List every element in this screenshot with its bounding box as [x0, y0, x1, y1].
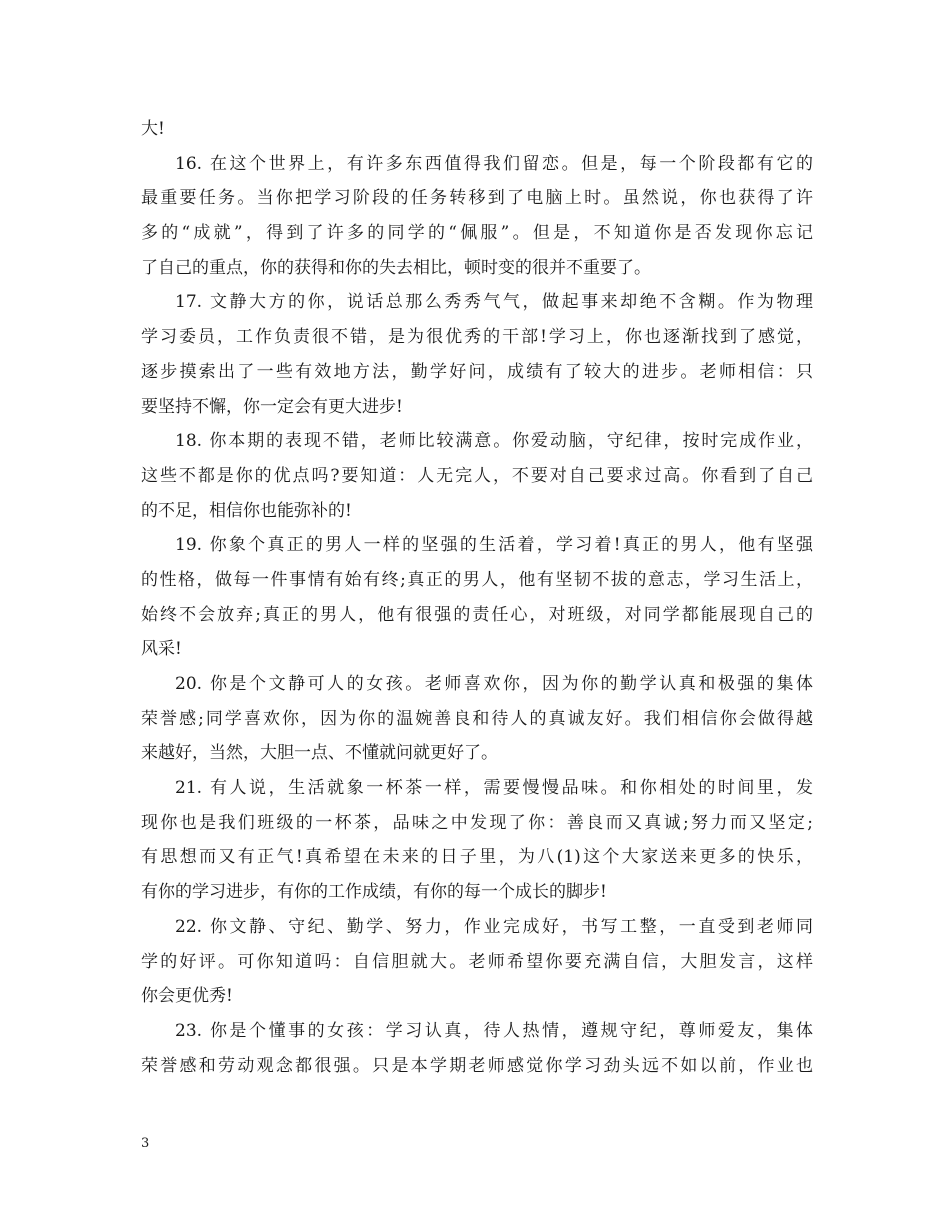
paragraph-line: 这些不都是你的优点吗?要知道：人无完人，不要对自己要求过高。你看到了自己 [141, 465, 813, 486]
page-number: 3 [141, 1136, 150, 1151]
paragraph-line: 有你的学习进步，有你的工作成绩，有你的每一个成长的脚步! [141, 882, 607, 903]
paragraph-line: 来越好，当然，大胆一点、不懂就问就更好了。 [141, 743, 498, 764]
paragraph-line: 20. 你是个文静可人的女孩。老师喜欢你，因为你的勤学认真和极强的集体 [175, 674, 813, 694]
paragraph-line: 要坚持不懈，你一定会有更大进步! [141, 396, 403, 417]
paragraph-line: 的性格，做每一件事情有始有终;真正的男人，他有坚韧不拔的意志，学习生活上， [141, 569, 813, 590]
paragraph-line: 学的好评。可你知道吗：自信胆就大。老师希望你要充满自信，大胆发言，这样 [141, 951, 813, 972]
paragraph-line: 最重要任务。当你把学习阶段的任务转移到了电脑上时。虽然说，你也获得了许 [141, 188, 813, 209]
paragraph-line: 21. 有人说，生活就象一杯茶一样，需要慢慢品味。和你相处的时间里，发 [175, 778, 813, 799]
paragraph-line: 18. 你本期的表现不错，老师比较满意。你爱动脑，守纪律，按时完成作业， [175, 431, 813, 452]
paragraph-line: 了自己的重点，你的获得和你的失去相比，顿时变的很并不重要了。 [141, 257, 651, 278]
paragraph-line: 荣誉感和劳动观念都很强。只是本学期老师感觉你学习劲头远不如以前，作业也 [141, 1055, 813, 1076]
paragraph-line: 17. 文静大方的你，说话总那么秀秀气气，做起事来却绝不含糊。作为物理 [175, 292, 813, 313]
paragraph-line: 大! [141, 119, 165, 139]
paragraph-line: 的不足，相信你也能弥补的! [141, 500, 352, 521]
document-body [141, 112, 813, 1083]
paragraph-line: 学习委员，工作负责很不错，是为很优秀的干部!学习上，你也逐渐找到了感觉， [141, 327, 813, 348]
paragraph-line: 始终不会放弃;真正的男人，他有很强的责任心，对班级，对同学都能展现自己的 [141, 604, 813, 625]
paragraph-line: 23. 你是个懂事的女孩：学习认真，待人热情，遵规守纪，尊师爱友，集体 [175, 1020, 813, 1041]
paragraph-line: 荣誉感;同学喜欢你，因为你的温婉善良和待人的真诚友好。我们相信你会做得越 [141, 708, 813, 729]
paragraph-line: 22. 你文静、守纪、勤学、努力，作业完成好，书写工整，一直受到老师同 [175, 916, 813, 937]
paragraph-line: 多的“成就”，得到了许多的同学的“佩服”。但是，不知道你是否发现你忘记 [141, 223, 813, 244]
paragraph-line: 你会更优秀! [141, 986, 233, 1007]
paragraph-line: 有思想而又有正气!真希望在未来的日子里，为八(1)这个大家送来更多的快乐， [141, 847, 813, 868]
paragraph-line: 风采! [141, 639, 182, 660]
paragraph-line: 逐步摸索出了一些有效地方法，勤学好问，成绩有了较大的进步。老师相信：只 [141, 361, 813, 382]
paragraph-line: 现你也是我们班级的一杯茶，品味之中发现了你：善良而又真诚;努力而又坚定; [141, 812, 813, 833]
paragraph-line: 19. 你象个真正的男人一样的坚强的生活着，学习着!真正的男人，他有坚强 [175, 535, 813, 556]
paragraph-line: 16. 在这个世界上，有许多东西值得我们留恋。但是，每一个阶段都有它的 [175, 153, 813, 174]
